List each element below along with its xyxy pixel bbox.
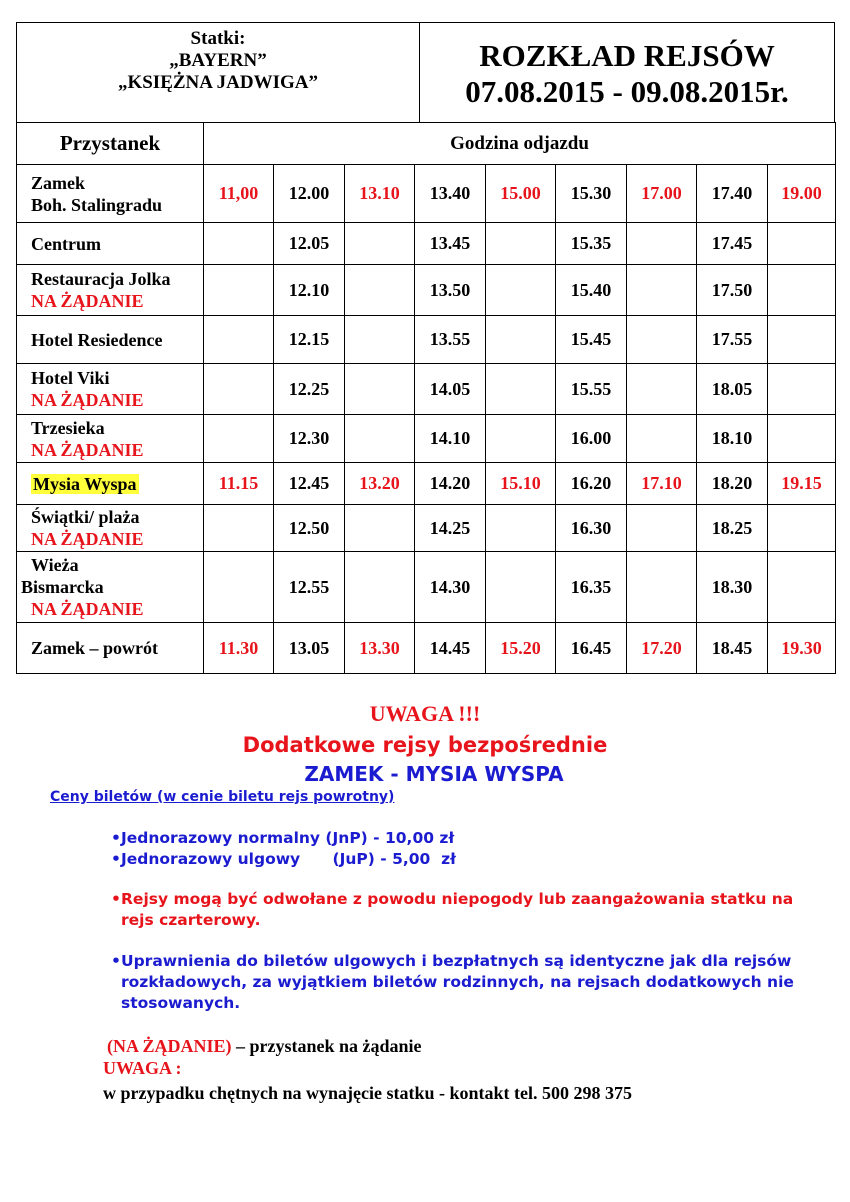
ticket-rights-note: • Uprawnienia do biletów ulgowych i bezpłatnych są identyczne jak dla rejsów rozkładowych, za wyjątkiem biletów rodzinnych, na rejsach dodatkowych nie stosowanych. [111,952,794,1012]
departure-time-cell [486,265,556,316]
bullet-icon: • [111,890,121,908]
departure-time-cell [345,552,415,623]
departure-time-cell: 15.40 [556,265,627,316]
departure-time-cell [768,505,836,552]
timetable-body [17,165,836,674]
table-row [17,463,836,505]
departure-time-cell: 18.05 [697,364,768,415]
on-request-legend [107,1036,422,1057]
departure-time-cell [345,505,415,552]
departure-time-cell: 14.05 [415,364,486,415]
departure-time-cell [486,415,556,463]
departure-time-cell [345,223,415,265]
departure-time-cell [627,265,697,316]
departure-time-cell: 19.00 [768,165,836,223]
departure-time-cell [486,223,556,265]
departure-time-cell: 17.50 [697,265,768,316]
table-row [17,415,836,463]
departure-time-cell: 11.15 [204,463,274,505]
departure-time-cell: 15.00 [486,165,556,223]
departure-time-cell: 14.30 [415,552,486,623]
table-row [17,316,836,364]
stop-name-cell [17,415,204,463]
bullet-icon: • [111,850,121,868]
price-list [111,828,456,870]
departure-time-cell [204,415,274,463]
departure-time-cell: 13.45 [415,223,486,265]
extra-cruises-route: ZAMEK - MYSIA WYSPA [304,762,564,786]
departure-time-cell: 15.45 [556,316,627,364]
stop-name-cell [17,165,204,223]
attention-label: UWAGA : [103,1058,182,1078]
stop-name: Bismarcka [21,577,104,597]
departure-time-cell [768,415,836,463]
warning-heading: UWAGA !!! [369,701,481,726]
price-normal: • Jednorazowy normalny (JnP) - 10,00 zł [111,829,455,847]
table-row [17,552,836,623]
departure-time-cell [486,505,556,552]
ship-name-jadwiga: „KSIĘŻNA JADWIGA” [117,72,319,93]
schedule-dates: 07.08.2015 - 09.08.2015r. [465,74,789,109]
price-reduced: • Jednorazowy ulgowy (JuP) - 5,00 zł [111,850,456,868]
departure-time-cell [345,316,415,364]
departure-time-cell: 13.05 [274,623,345,674]
departure-time-cell: 15.55 [556,364,627,415]
schedule-title: ROZKŁAD REJSÓW [479,38,775,73]
prices-heading: Ceny biletów (w cenie biletu rejs powrotny) [50,789,395,805]
bullet-icon: • [111,829,121,847]
departure-time-cell: 17.55 [697,316,768,364]
departure-time-cell: 16.45 [556,623,627,674]
time-column-header: Godzina odjazdu [204,123,836,165]
departure-time-cell: 17.00 [627,165,697,223]
departure-time-cell [627,415,697,463]
table-row [17,265,836,316]
departure-time-cell [204,223,274,265]
departure-time-cell: 12.05 [274,223,345,265]
departure-time-cell: 12.25 [274,364,345,415]
notes-section [0,700,850,1103]
on-request-tag: (NA ŻĄDANIE) [107,1036,232,1056]
stop-name-cell [17,223,204,265]
departure-time-cell [768,223,836,265]
stop-name-cell [17,505,204,552]
departure-time-cell: 14.25 [415,505,486,552]
on-request-label: NA ŻĄDANIE [31,439,144,460]
departure-time-cell: 12.00 [274,165,345,223]
highlighted-stop-name: Mysia Wyspa [33,473,137,494]
departure-time-cell [204,265,274,316]
departure-time-cell [627,505,697,552]
departure-time-cell: 19.30 [768,623,836,674]
departure-time-cell: 18.25 [697,505,768,552]
departure-time-cell: 13.55 [415,316,486,364]
stop-name-cell [17,552,204,623]
ships-title: Statki: [190,28,246,49]
departure-time-cell [627,316,697,364]
departure-time-cell: 19.15 [768,463,836,505]
departure-time-cell [768,265,836,316]
table-row [17,223,836,265]
stop-name: Centrum [31,233,101,254]
stop-name: Boh. Stalingradu [31,194,163,215]
on-request-label: NA ŻĄDANIE [31,529,144,549]
stop-column-header: Przystanek [17,123,204,165]
departure-time-cell: 15.20 [486,623,556,674]
departure-time-cell [768,552,836,623]
stop-name: Wieża [31,555,79,575]
departure-time-cell: 12.45 [274,463,345,505]
on-request-label: NA ŻĄDANIE [31,291,144,311]
schedule-title-block [420,23,834,122]
departure-time-cell [486,364,556,415]
departure-time-cell [204,316,274,364]
departure-time-cell [345,415,415,463]
departure-time-cell: 13.40 [415,165,486,223]
table-row [17,505,836,552]
stop-name: Zamek – powrót [31,638,158,658]
extra-cruises-heading: Dodatkowe rejsy bezpośrednie [242,733,608,757]
departure-time-cell [204,364,274,415]
departure-time-cell: 18.20 [697,463,768,505]
departure-time-cell [345,265,415,316]
departure-time-cell: 15.30 [556,165,627,223]
departure-time-cell: 16.00 [556,415,627,463]
departure-time-cell [204,505,274,552]
departure-time-cell [768,364,836,415]
stop-name: Świątki/ plaża [31,507,140,527]
stop-name-cell [17,265,204,316]
bullet-icon: • [111,952,121,970]
on-request-label: NA ŻĄDANIE [31,390,144,410]
departure-time-cell: 18.45 [697,623,768,674]
departure-time-cell: 13.10 [345,165,415,223]
stop-name: Zamek [31,172,85,193]
departure-time-cell [768,316,836,364]
ships-block [17,23,420,122]
departure-time-cell: 17.45 [697,223,768,265]
ship-name-bayern: „BAYERN” [169,50,267,71]
on-request-label: NA ŻĄDANIE [31,599,144,619]
departure-time-cell: 12.50 [274,505,345,552]
contact-line: w przypadku chętnych na wynajęcie statku - kontakt tel. 500 298 375 [103,1083,633,1103]
table-row [17,623,836,674]
departure-time-cell: 15.35 [556,223,627,265]
departure-time-cell: 18.30 [697,552,768,623]
departure-time-cell: 17.40 [697,165,768,223]
departure-time-cell: 15.10 [486,463,556,505]
departure-time-cell: 16.35 [556,552,627,623]
departure-time-cell: 12.15 [274,316,345,364]
stop-name: Trzesieka [31,417,105,438]
departure-time-cell: 11,00 [204,165,274,223]
cancellation-note: • Rejsy mogą być odwołane z powodu niepogody lub zaangażowania statku na rejs czarterowy. [111,890,794,929]
departure-time-cell: 12.10 [274,265,345,316]
departure-time-cell [204,552,274,623]
stop-name-cell [17,623,204,674]
departure-time-cell: 18.10 [697,415,768,463]
schedule-header [16,22,835,122]
stop-name-cell [17,316,204,364]
stop-name [31,473,203,495]
on-request-description: – przystanek na żądanie [231,1036,422,1056]
departure-time-cell [345,364,415,415]
stop-name: Hotel Viki [31,368,110,388]
table-row [17,364,836,415]
departure-time-cell [627,364,697,415]
stop-name: Restauracja Jolka [31,269,171,289]
departure-time-cell: 16.30 [556,505,627,552]
departure-time-cell: 17.10 [627,463,697,505]
departure-time-cell: 17.20 [627,623,697,674]
departure-time-cell: 13.30 [345,623,415,674]
departure-time-cell [486,316,556,364]
departure-time-cell: 16.20 [556,463,627,505]
departure-time-cell: 12.30 [274,415,345,463]
departure-time-cell: 13.50 [415,265,486,316]
timetable [16,122,836,674]
departure-time-cell [486,552,556,623]
stop-name-cell [17,463,204,505]
departure-time-cell: 11.30 [204,623,274,674]
departure-time-cell: 14.45 [415,623,486,674]
departure-time-cell [627,552,697,623]
departure-time-cell: 14.20 [415,463,486,505]
table-row [17,165,836,223]
timetable-header-row [17,123,836,165]
departure-time-cell [627,223,697,265]
departure-time-cell: 14.10 [415,415,486,463]
departure-time-cell: 13.20 [345,463,415,505]
stop-name-cell [17,364,204,415]
stop-name: Hotel Resiedence [31,329,163,350]
departure-time-cell: 12.55 [274,552,345,623]
